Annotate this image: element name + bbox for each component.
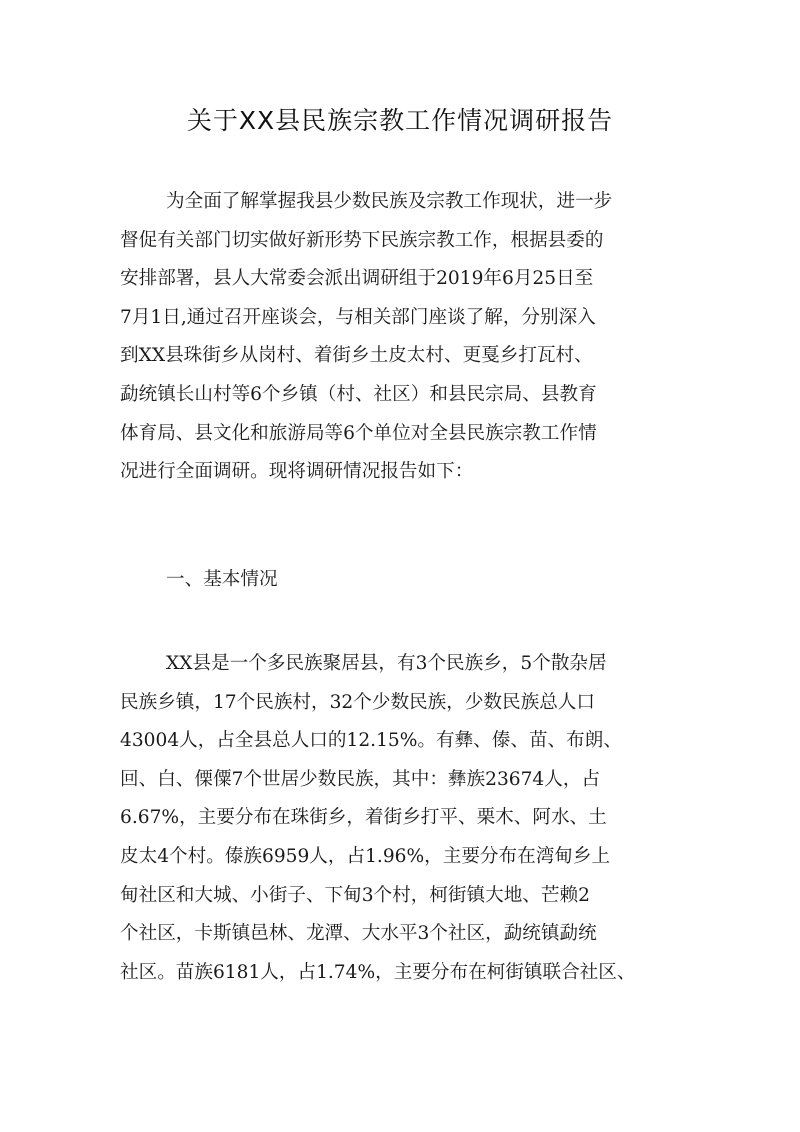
paragraph-line: 6.67%，主要分布在珠街乡，着街乡打平、栗木、阿水、土: [120, 807, 607, 829]
paragraph-line: 民族乡镇，17个民族村，32个少数民族，少数民族总人口: [120, 691, 595, 713]
paragraph-line: 个社区，卡斯镇邑林、龙潭、大水平3个社区，勐统镇勐统: [120, 923, 597, 945]
intro-paragraph: [120, 183, 686, 492]
paragraph-line: 社区。苗族6181人，占1.74%，主要分布在柯街镇联合社区、: [120, 961, 636, 983]
paragraph-line: 督促有关部门切实做好新形势下民族宗教工作，根据县委的: [120, 229, 604, 251]
section-heading: [120, 561, 686, 600]
section-heading-text: 一、基本情况: [166, 569, 278, 590]
paragraph-line: 回、白、傈僳7个世居少数民族，其中：彝族23674人，占: [120, 768, 601, 790]
paragraph-line: 皮太4个村。傣族6959人，占1.96%，主要分布在湾甸乡上: [120, 845, 611, 867]
paragraph-line: 安排部署，县人大常委会派出调研组于2019年6月25日至: [120, 268, 594, 290]
paragraph-line: 43004人，占全县总人口的12.15%。有彝、傣、苗、布朗、: [120, 730, 622, 752]
paragraph-line: 7月1日,通过召开座谈会，与相关部门座谈了解，分别深入: [120, 306, 596, 328]
paragraph-line: 勐统镇长山村等6个乡镇（村、社区）和县民宗局、县教育: [120, 383, 597, 405]
paragraph-line: 到XX县珠街乡从岗村、着街乡土皮太村、更戛乡打瓦村、: [120, 345, 593, 367]
paragraph-line: 甸社区和大城、小街子、下甸3个村，柯街镇大地、芒赖2: [120, 884, 590, 906]
page-title: 关于XX县民族宗教工作情况调研报告: [186, 106, 614, 135]
paragraph-line: 况进行全面调研。现将调研情况报告如下：: [120, 461, 474, 483]
basic-situation-paragraph: [120, 645, 686, 992]
paragraph-line: 为全面了解掌握我县少数民族及宗教工作现状，进一步: [166, 191, 613, 212]
paragraph-line: XX县是一个多民族聚居县，有3个民族乡，5个散杂居: [166, 653, 607, 674]
paragraph-line: 体育局、县文化和旅游局等6个单位对全县民族宗教工作情: [120, 422, 597, 444]
